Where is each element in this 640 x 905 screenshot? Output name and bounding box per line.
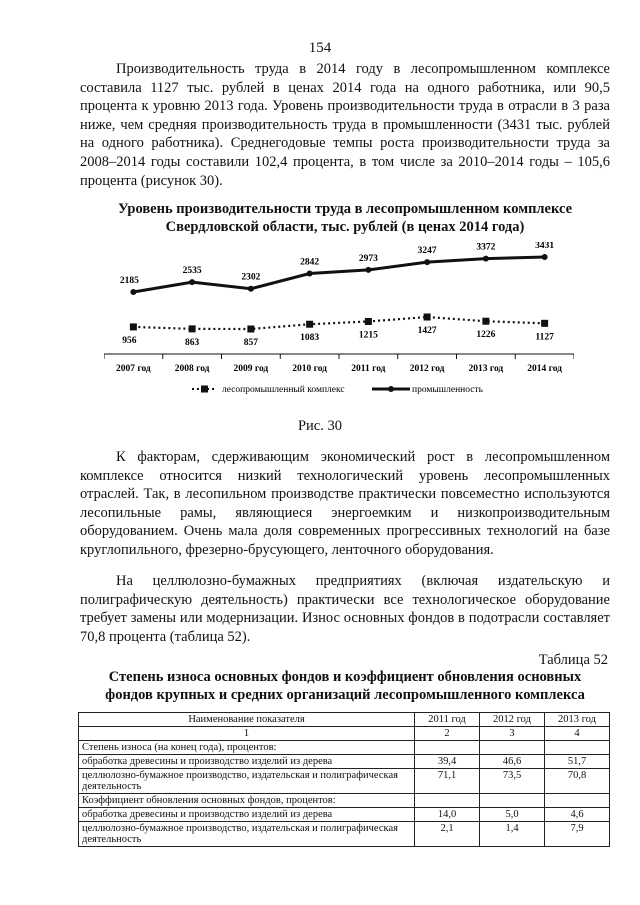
table-index-row (79, 727, 610, 741)
data-point-industry (248, 286, 254, 292)
table-section-row (79, 741, 610, 755)
index-cell: 3 (480, 727, 545, 741)
cell-value: 73,5 (480, 769, 545, 794)
table-title (80, 668, 610, 704)
depreciation-table (78, 712, 610, 847)
x-tick-label: 2009 год (233, 364, 269, 374)
row-name: целлюлозно-бумажное производство, издательская и полиграфическая деятельность (79, 769, 415, 794)
table-title-line-2: фондов крупных и средних организаций лесопромышленного комплекса (105, 687, 585, 703)
x-tick-label: 2011 год (351, 364, 386, 374)
data-label-forestry: 956 (122, 335, 137, 346)
x-tick-label: 2012 год (409, 364, 445, 374)
header-2011: 2011 год (415, 713, 480, 727)
cell-value: 46,6 (480, 755, 545, 769)
cell-value: 70,8 (545, 769, 610, 794)
data-point-industry (189, 279, 195, 285)
cell-value: 71,1 (415, 769, 480, 794)
data-label-forestry: 863 (185, 337, 200, 348)
data-label-industry: 2842 (300, 257, 320, 268)
row-name: обработка древесины и производство изделий из дерева (79, 808, 415, 822)
header-2012: 2012 год (480, 713, 545, 727)
data-label-industry: 3431 (535, 242, 555, 251)
intro-paragraph: Производительность труда в 2014 году в лесопромышленном комплексе составила 1127 тыс. рублей в ценах 2014 года на одного работника, или 90,5 процента к уровню 2013 года. Уровень производительности труда в отрасли в 3 раза ниже, чем средняя производительность труда в промышленности (3431 тыс. рублей на одного работника). Среднегодовые темпы роста производительности труда за 2008–2014 годы составили 102,4 процента, в том числе за 2010–2014 годы – 105,6 процента (рисунок 30). (80, 61, 610, 189)
data-point-forestry (424, 314, 431, 321)
cell-value: 51,7 (545, 755, 610, 769)
data-point-industry (365, 267, 371, 273)
x-tick-label: 2007 год (116, 364, 151, 374)
data-label-industry: 3372 (476, 242, 496, 253)
data-label-forestry: 857 (243, 338, 258, 348)
table-label: Таблица 52 (538, 652, 608, 668)
page-number: 154 (308, 40, 332, 56)
data-label-industry: 2973 (358, 253, 378, 264)
cell-value: 1,4 (480, 822, 545, 847)
data-point-forestry (130, 323, 137, 330)
data-point-forestry (482, 318, 489, 325)
data-label-forestry: 1427 (417, 326, 437, 336)
data-label-forestry: 1215 (358, 330, 378, 341)
section-title: Коэффициент обновления основных фондов, процентов: (79, 794, 415, 808)
table-row (79, 808, 610, 822)
data-label-forestry: 1083 (300, 333, 320, 344)
data-point-industry (424, 259, 430, 265)
x-tick-label: 2010 год (292, 364, 327, 374)
table-section-row (79, 794, 610, 808)
data-point-industry (307, 271, 313, 277)
chart-title-line-1: Уровень производительности труда в лесопромышленном комплексе (117, 201, 573, 217)
data-label-industry: 2535 (182, 266, 202, 277)
cell-value: 39,4 (415, 755, 480, 769)
table-header-row (79, 713, 610, 727)
cell-value: 14,0 (415, 808, 480, 822)
data-point-forestry (189, 325, 196, 332)
data-point-forestry (365, 318, 372, 325)
legend-label-forestry: лесопромышленный комплекс (222, 385, 345, 395)
data-point-industry (130, 289, 136, 295)
data-point-industry (483, 256, 489, 262)
chart-title (80, 200, 610, 236)
cell-value: 7,9 (545, 822, 610, 847)
data-label-industry: 2185 (119, 276, 139, 286)
table-row (79, 822, 610, 847)
table-row (79, 769, 610, 794)
table-title-line-1: Степень износа основных фондов и коэффициент обновления основных (108, 669, 582, 685)
x-tick-label: 2013 год (468, 364, 504, 374)
x-tick-label: 2014 год (527, 364, 562, 374)
legend-marker-industry (388, 386, 394, 392)
data-point-forestry (541, 320, 548, 327)
index-cell: 4 (545, 727, 610, 741)
header-indicator: Наименование показателя (79, 713, 415, 727)
header-2013: 2013 год (545, 713, 610, 727)
legend-marker-forestry (201, 386, 208, 393)
legend-label-industry: промышленность (412, 385, 483, 395)
data-label-forestry: 1226 (476, 330, 496, 341)
data-label-industry: 2302 (241, 272, 261, 283)
factors-paragraph: К факторам, сдерживающим экономический рост в лесопромышленном комплексе относится низкий технологический уровень лесопромышленных отраслей. Так, в лесопильном производстве практически повсеместно используются лесопильные рамы, являющиеся энергоемким и низкопроизводительным оборудованием. Очень мала доля современных прогрессивных технологий на базе круглопильного, фрезерно-брусующего, ленточного оборудования. (80, 449, 610, 558)
cell-value: 4,6 (545, 808, 610, 822)
row-name: целлюлозно-бумажное производство, издательская и полиграфическая деятельность (79, 822, 415, 847)
data-label-forestry: 1127 (535, 332, 554, 343)
index-cell: 1 (79, 727, 415, 741)
section-title: Степень износа (на конец года), процентов: (79, 741, 415, 755)
cell-value: 2,1 (415, 822, 480, 847)
data-point-industry (542, 254, 548, 260)
data-point-forestry (247, 326, 254, 333)
productivity-line-chart (104, 242, 574, 407)
pulp-paper-paragraph: На целлюлозно-бумажных предприятиях (включая издательскую и полиграфическую деятельность) практически все технологическое оборудование требует замены или модернизации. Износ основных фондов в подотрасли составляет 70,8 процента (таблица 52). (80, 573, 610, 645)
cell-value: 5,0 (480, 808, 545, 822)
chart-title-line-2: Свердловской области, тыс. рублей (в ценах 2014 года) (165, 219, 525, 235)
x-tick-label: 2008 год (174, 364, 210, 374)
figure-caption: Рис. 30 (297, 418, 342, 434)
data-label-industry: 3247 (417, 246, 437, 257)
table-row (79, 755, 610, 769)
index-cell: 2 (415, 727, 480, 741)
data-point-forestry (306, 321, 313, 328)
row-name: обработка древесины и производство изделий из дерева (79, 755, 415, 769)
